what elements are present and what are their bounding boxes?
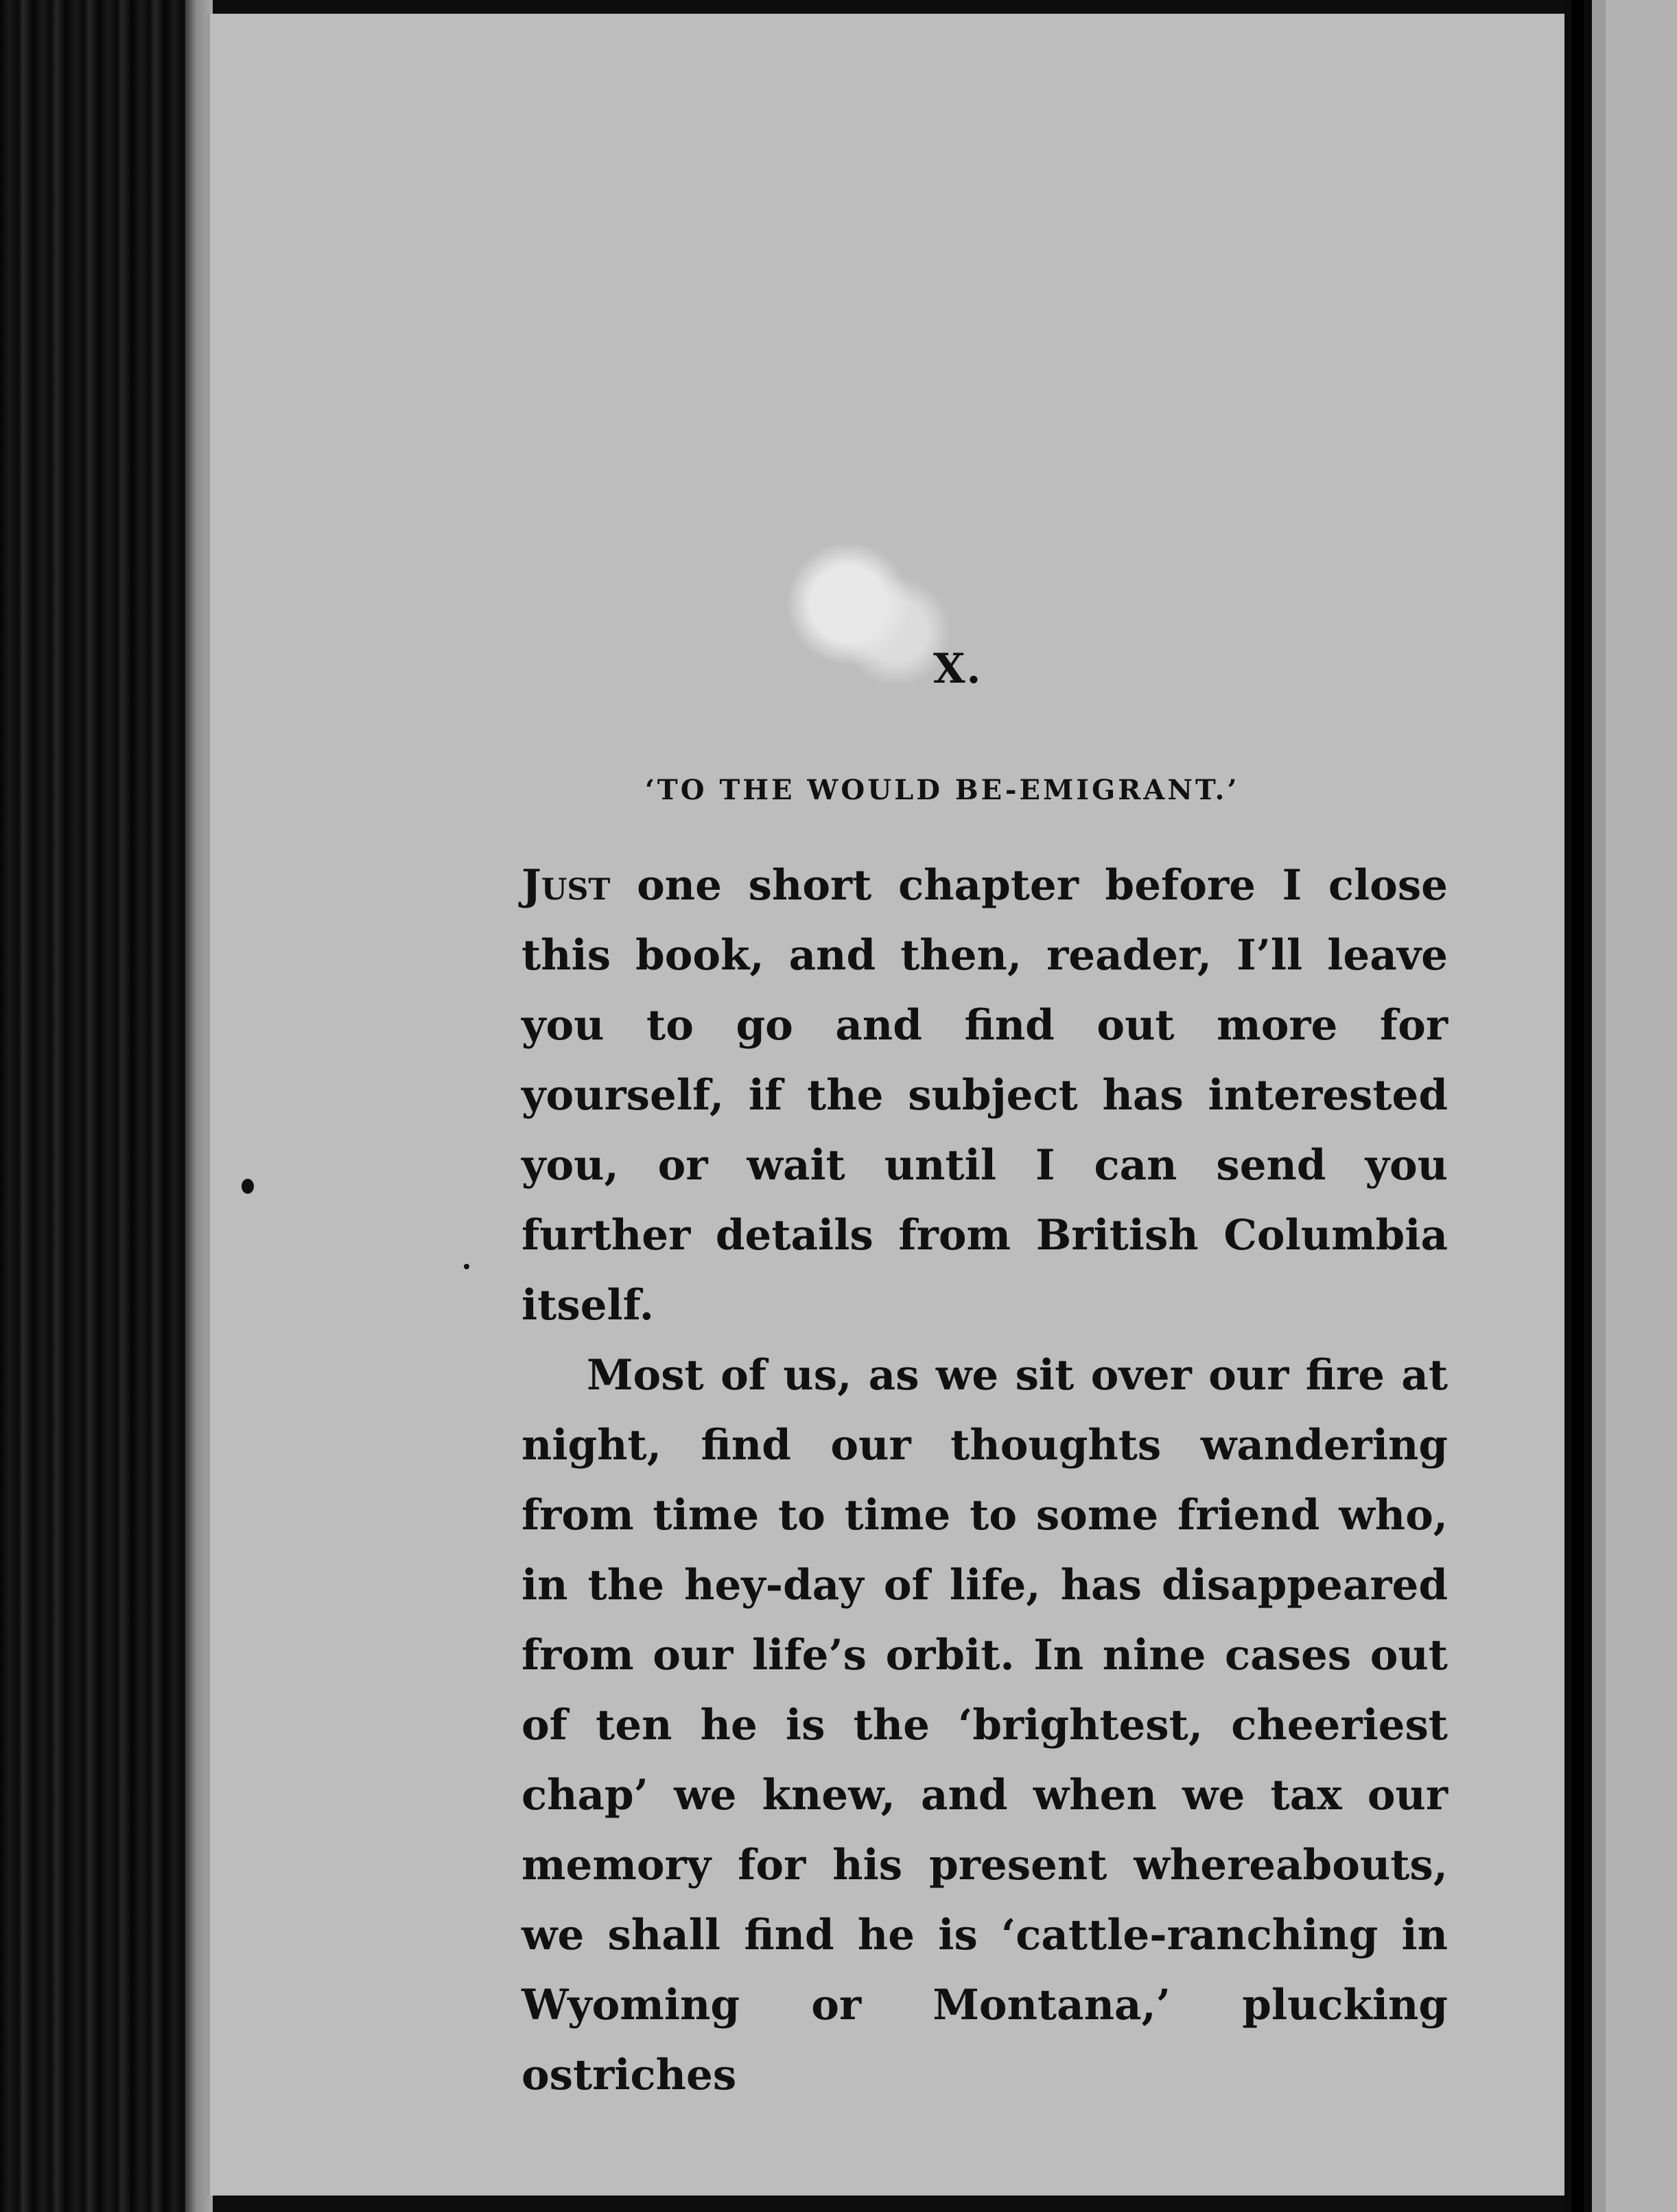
ink-speck [464,1264,469,1269]
ink-speck [242,1179,254,1194]
paragraph-text: Most of us, as we sit over our fire at night, find our thoughts wandering from time to time to some friend who, in the hey-day of life, has disappeared from our life’s orbit. In nine cases out of ten he is the ‘brightest, cheeriest chap’ we knew, and when we tax our memory for his present whereabouts, we shall find he is ‘cattle-ranching in Wyoming or Montana,’ plucking ostriches [521,1351,1448,2099]
paragraph [521,851,1448,1341]
paragraph-text: one short chapter before I close this book, and then, reader, I’ll leave you to go and find out more for yourself, if the subject has interested you, or wait until I can send you further details from British Columbia itself. [521,861,1448,1330]
chapter-number: X. [933,645,983,693]
book-binding [0,0,185,2212]
chapter-title: ‘TO THE WOULD BE-EMIGRANT.’ [645,774,1240,806]
chapter-body [521,851,1448,2110]
next-page-edge [1564,0,1677,2212]
paragraph-first-word: Just [521,861,611,910]
paragraph [521,1341,1448,2110]
page-gutter-shadow [1571,0,1584,2212]
